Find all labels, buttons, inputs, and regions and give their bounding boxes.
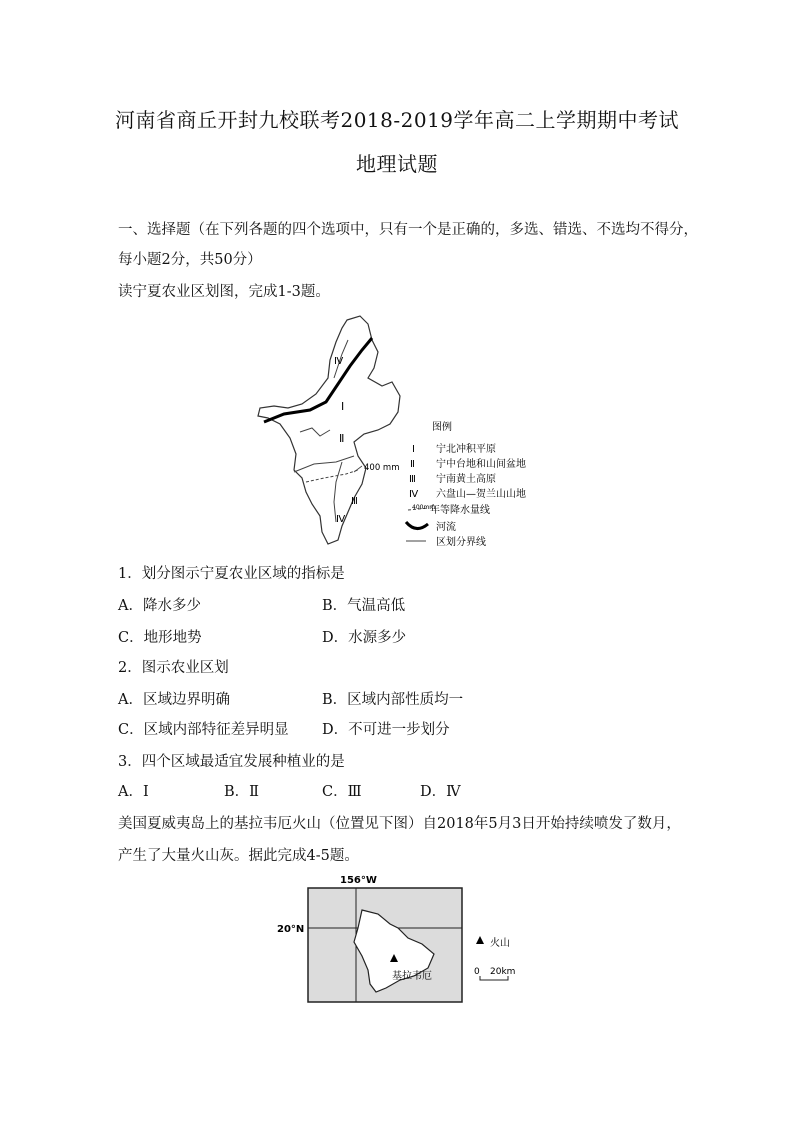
question-2-option-b[interactable]: B．区域内部性质均一 [322, 692, 464, 708]
question-1-option-d[interactable]: D．水源多少 [322, 630, 407, 646]
scale-zero-label: 0 [474, 967, 480, 977]
region-label-2: Ⅱ [339, 432, 345, 445]
legend-symbol-4: Ⅳ [409, 489, 419, 500]
ningxia-outline [258, 316, 400, 544]
legend-river-symbol [406, 522, 428, 529]
legend-label-3: 宁南黄土高原 [436, 474, 496, 485]
legend-volcano-label: 火山 [490, 938, 510, 949]
volcano-name-label: 基拉韦厄 [392, 971, 432, 982]
ningxia-map-figure [250, 312, 550, 552]
page-title: 河南省商丘开封九校联考2018-2019学年高二上学期期中考试 [114, 108, 680, 132]
region-label-4-north: Ⅳ [334, 356, 344, 367]
legend-symbol-3: Ⅲ [409, 474, 416, 485]
question-3-option-b[interactable]: B．Ⅱ [224, 784, 260, 800]
section-heading: 一、选择题（在下列各题的四个选项中，只有一个是正确的，多选、错选、不选均不得分， [118, 222, 698, 238]
question-2-option-a[interactable]: A．区域边界明确 [118, 692, 230, 708]
legend-isohyet-label: 年等降水量线 [430, 505, 490, 516]
question-3-option-d[interactable]: D．Ⅳ [420, 784, 461, 800]
question-intro-2-cont: 产生了大量火山灰。据此完成4-5题。 [118, 848, 359, 864]
section-heading-cont: 每小题2分，共50分） [118, 252, 262, 268]
region-label-3: Ⅲ [351, 496, 358, 507]
latitude-label: 20°N [277, 924, 305, 935]
question-1-option-c[interactable]: C．地形地势 [118, 630, 202, 646]
question-1-option-b[interactable]: B．气温高低 [322, 598, 406, 614]
question-intro-2: 美国夏威夷岛上的基拉韦厄火山（位置见下图）自2018年5月3日开始持续喷发了数月， [118, 816, 681, 832]
question-2-option-c[interactable]: C．区域内部特征差异明显 [118, 722, 289, 738]
region-label-1: Ⅰ [341, 400, 345, 413]
longitude-label: 156°W [340, 875, 377, 886]
question-2-stem: 2．图示农业区划 [118, 660, 229, 676]
legend-volcano-icon [476, 936, 484, 944]
question-3-option-a[interactable]: A．Ⅰ [118, 784, 149, 800]
legend-boundary-label: 区划分界线 [436, 537, 486, 548]
region-label-4-south: Ⅳ [336, 514, 346, 525]
legend-river-label: 河流 [436, 522, 456, 533]
legend-symbol-1: Ⅰ [412, 444, 415, 455]
legend-symbol-2: Ⅱ [410, 459, 415, 470]
question-1-stem: 1．划分图示宁夏农业区域的指标是 [118, 566, 345, 582]
legend-label-2: 宁中台地和山间盆地 [436, 459, 526, 470]
hawaii-map-figure [274, 872, 534, 1012]
legend-title: 图例 [432, 422, 452, 433]
page-subtitle: 地理试题 [356, 152, 438, 176]
question-3-option-c[interactable]: C．Ⅲ [322, 784, 362, 800]
question-intro-1: 读宁夏农业区划图，完成1-3题。 [118, 284, 330, 300]
legend-label-1: 宁北冲积平原 [436, 444, 496, 455]
isohyet-value-label: 400 mm [364, 463, 400, 473]
question-2-option-d[interactable]: D．不可进一步划分 [322, 722, 450, 738]
question-1-option-a[interactable]: A．降水多少 [118, 598, 201, 614]
scale-distance-label: 20km [490, 967, 516, 977]
legend-isohyet-tag: 400mm [412, 504, 436, 511]
legend-label-4: 六盘山—贺兰山山地 [436, 489, 526, 500]
question-3-stem: 3．四个区域最适宜发展种植业的是 [118, 754, 345, 770]
